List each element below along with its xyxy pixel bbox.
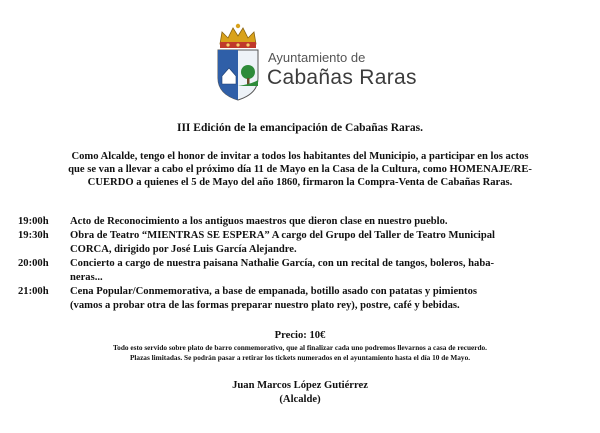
program-item bbox=[18, 229, 588, 257]
organization-name: Cabañas Raras bbox=[267, 66, 417, 89]
program-description bbox=[70, 285, 588, 313]
program-item bbox=[18, 285, 588, 313]
page-title: III Edición de la emancipación de Cabañas Raras. bbox=[176, 122, 423, 134]
program-line: (vamos a probar otra de las formas preparar nuestro plato rey), postre, café y bebidas. bbox=[70, 300, 460, 311]
note-line: Plazas limitadas. Se podrán pasar a retirar los tickets numerados en el ayuntamiento hasta el día 10 de Mayo. bbox=[129, 352, 471, 362]
program-line: neras... bbox=[70, 272, 103, 283]
program-time: 21:00h bbox=[18, 286, 49, 297]
note-line: Todo esto servido sobre plato de barro conmemorativo, que al finalizar cada uno podremos llevarnos a casa de recuerdo. bbox=[112, 343, 488, 352]
program-line: Obra de Teatro “MIENTRAS SE ESPERA” A cargo del Grupo del Taller de Teatro Municipal bbox=[70, 230, 495, 241]
organization-subtitle: Ayuntamiento de bbox=[268, 50, 366, 65]
program-item bbox=[18, 215, 588, 229]
program-list bbox=[18, 215, 588, 313]
price: Precio: 10€ bbox=[274, 330, 326, 341]
program-line: Acto de Reconocimiento a los antiguos maestros que dieron clase en nuestro pueblo. bbox=[70, 216, 448, 227]
invitation-paragraph bbox=[22, 150, 578, 189]
program-description bbox=[70, 229, 588, 257]
signer-role: (Alcalde) bbox=[279, 394, 321, 405]
program-description bbox=[70, 215, 588, 229]
intro-line: CUERDO a quienes el 5 de Mayo del año 1860, firmaron la Compra-Venta de Cabañas Raras. bbox=[87, 177, 513, 188]
program-description bbox=[70, 257, 588, 285]
program-line: CORCA, dirigido por José Luis García Alejandre. bbox=[70, 244, 297, 255]
signer-name: Juan Marcos López Gutiérrez bbox=[232, 380, 368, 391]
program-line: Concierto a cargo de nuestra paisana Nathalie García, con un recital de tangos, boleros, haba- bbox=[70, 258, 495, 269]
intro-line: Como Alcalde, tengo el honor de invitar a todos los habitantes del Municipio, a participar en los actos bbox=[71, 151, 529, 162]
signature-block bbox=[0, 379, 600, 407]
program-time: 19:30h bbox=[18, 230, 49, 241]
notes bbox=[0, 343, 600, 362]
program-line: Cena Popular/Conmemorativa, a base de empanada, botillo asado con patatas y pimientos bbox=[70, 286, 477, 297]
coat-of-arms-icon bbox=[212, 20, 264, 102]
intro-line: que se van a llevar a cabo el próximo día 11 de Mayo en la Casa de la Cultura, como HOMENAJE/RE- bbox=[68, 164, 532, 175]
program-time: 20:00h bbox=[18, 258, 49, 269]
program-item bbox=[18, 257, 588, 285]
program-time: 19:00h bbox=[18, 216, 49, 227]
